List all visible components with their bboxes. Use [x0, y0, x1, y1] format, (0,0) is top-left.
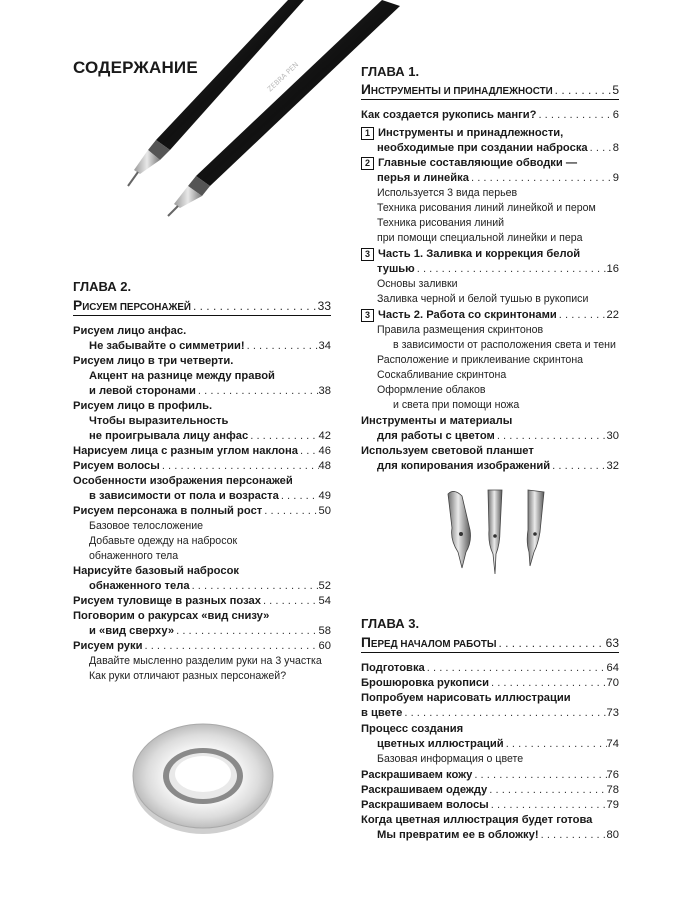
toc-entry-skin[interactable]: Раскрашиваем кожу . . . 76	[361, 768, 619, 783]
chapter-1-title[interactable]: ИНСТРУМЕНТЫ И ПРИНАДЛЕЖНОСТИ . . . 5	[361, 82, 619, 100]
section-number: 3	[361, 309, 374, 322]
toc-entry-prep[interactable]: Подготовка . . . 64	[361, 661, 619, 676]
tape-roll-image	[128, 710, 278, 840]
chapter-3-label: ГЛАВА 3.	[361, 616, 420, 631]
toc-sub: и света при помощи ножа	[393, 399, 520, 411]
toc-sub-list	[361, 323, 619, 413]
page-title: СОДЕРЖАНИЕ	[73, 58, 198, 77]
toc-sub: при помощи специальной линейки и пера	[377, 232, 583, 244]
toc-entry-binding[interactable]: Брошюровка рукописи . . . 70	[361, 676, 619, 691]
toc-entry-angles[interactable]: Поговорим о ракурсах «вид снизу» и «вид сверху» . . . 58	[73, 609, 331, 639]
toc-entry-lightbox[interactable]: Используем световой планшет для копирования изображений . . . 32	[361, 444, 619, 474]
toc-entry-sketch-tools[interactable]: 1 Инструменты и принадлежности, необходимые при создании наброска . . . 8	[361, 126, 619, 156]
toc-entry-manga[interactable]: Как создается рукопись манги? . . . 6	[361, 108, 619, 123]
toc-sub: Техника рисования линий	[377, 217, 505, 229]
toc-sub: Соскабливание скринтона	[377, 369, 507, 381]
nibs-image	[440, 482, 560, 582]
toc-sub: Добавьте одежду на набросок	[89, 535, 238, 547]
toc-entry-color-tools[interactable]: Инструменты и материалы для работы с цветом . . . 30	[361, 414, 619, 444]
toc-sub: Базовая информация о цвете	[377, 753, 524, 765]
toc-entry-full-height[interactable]: Рисуем персонажа в полный рост . . . 50	[73, 504, 331, 519]
toc-entry-hands[interactable]: Рисуем руки . . . 60	[73, 639, 331, 654]
toc-entry-torso[interactable]: Рисуем туловище в разных позах . . . 54	[73, 594, 331, 609]
toc-sub: Техника рисования линий линейкой и пером	[377, 202, 596, 214]
toc-entry-cover[interactable]: Когда цветная иллюстрация будет готова Мы превратим ее в обложку! . . . 80	[361, 813, 619, 843]
chapter-3-title[interactable]: ПЕРЕД НАЧАЛОМ РАБОТЫ . . . 63	[361, 635, 619, 653]
toc-sub: обнаженного тела	[89, 550, 179, 562]
toc-sub: Основы заливки	[377, 278, 458, 290]
toc-entry-tilt[interactable]: Нарисуем лица с разным углом наклона . . . 46	[73, 444, 331, 459]
toc-entry-color-ill[interactable]: Попробуем нарисовать иллюстрации в цвете . . . 73	[361, 691, 619, 721]
toc-sub: Базовое телосложение	[89, 520, 204, 532]
toc-sub-list	[73, 654, 331, 684]
chapter-2-label: ГЛАВА 2.	[73, 279, 132, 294]
toc-sub-list	[361, 186, 619, 246]
toc-entry-hair-color[interactable]: Раскрашиваем волосы . . . 79	[361, 798, 619, 813]
toc-entry-process[interactable]: Процесс создания цветных иллюстраций . . . 74	[361, 722, 619, 752]
toc-sub: Давайте мысленно разделим руки на 3 участка	[89, 655, 322, 667]
toc-entry-fill-1[interactable]: 3 Часть 1. Заливка и коррекция белой тушью . . . 16	[361, 247, 619, 277]
chapter-1-label: ГЛАВА 1.	[361, 64, 420, 79]
toc-entry-hair[interactable]: Рисуем волосы . . . 48	[73, 459, 331, 474]
toc-sub: Заливка черной и белой тушью в рукописи	[377, 293, 589, 305]
section-number: 3	[361, 248, 374, 261]
section-number: 2	[361, 157, 374, 170]
pen-holders-image	[110, 0, 400, 220]
toc-sub: Правила размещения скринтонов	[377, 324, 544, 336]
toc-sub: Расположение и приклеивание скринтона	[377, 354, 584, 366]
toc-sub: в зависимости от расположения света и тени	[393, 339, 616, 351]
chapter-2	[73, 279, 331, 684]
toc-entry-profile[interactable]: Рисуем лицо в профиль. Чтобы выразительность не проигрывала лицу анфас . . . 42	[73, 399, 331, 444]
toc-entry-clothes[interactable]: Раскрашиваем одежду . . . 78	[361, 783, 619, 798]
toc-entry-features[interactable]: Особенности изображения персонажей в зависимости от пола и возраста . . . 49	[73, 474, 331, 504]
toc-sub: Используется 3 вида перьев	[377, 187, 518, 199]
toc-sub-list	[73, 519, 331, 564]
chapter-3	[361, 616, 619, 843]
toc-entry-nude[interactable]: Нарисуйте базовый набросок обнаженного тела . . . 52	[73, 564, 331, 594]
toc-entry-screentones[interactable]: 3 Часть 2. Работа со скринтонами . . . 22	[361, 308, 619, 323]
toc-entry-face[interactable]: Рисуем лицо анфас. Не забывайте о симметрии! . . . 34	[73, 324, 331, 354]
toc-entry-three-quarter[interactable]: Рисуем лицо в три четверти. Акцент на разнице между правой и левой сторонами . . . 38	[73, 354, 331, 399]
section-number: 1	[361, 127, 374, 140]
chapter-1	[361, 64, 619, 474]
chapter-2-title[interactable]: РИСУЕМ ПЕРСОНАЖЕЙ . . . 33	[73, 298, 331, 316]
nib-2	[488, 490, 502, 574]
toc-sub-list	[361, 277, 619, 307]
nib-1	[448, 491, 471, 568]
toc-entry-pens[interactable]: 2 Главные составляющие обводки — перья и линейка . . . 9	[361, 156, 619, 186]
nib-3	[527, 490, 544, 566]
toc-sub: Как руки отличают разных персонажей?	[89, 670, 287, 682]
toc-sub: Оформление облаков	[377, 384, 486, 396]
pen-brand-label: ZEBRA PEN	[265, 60, 301, 94]
